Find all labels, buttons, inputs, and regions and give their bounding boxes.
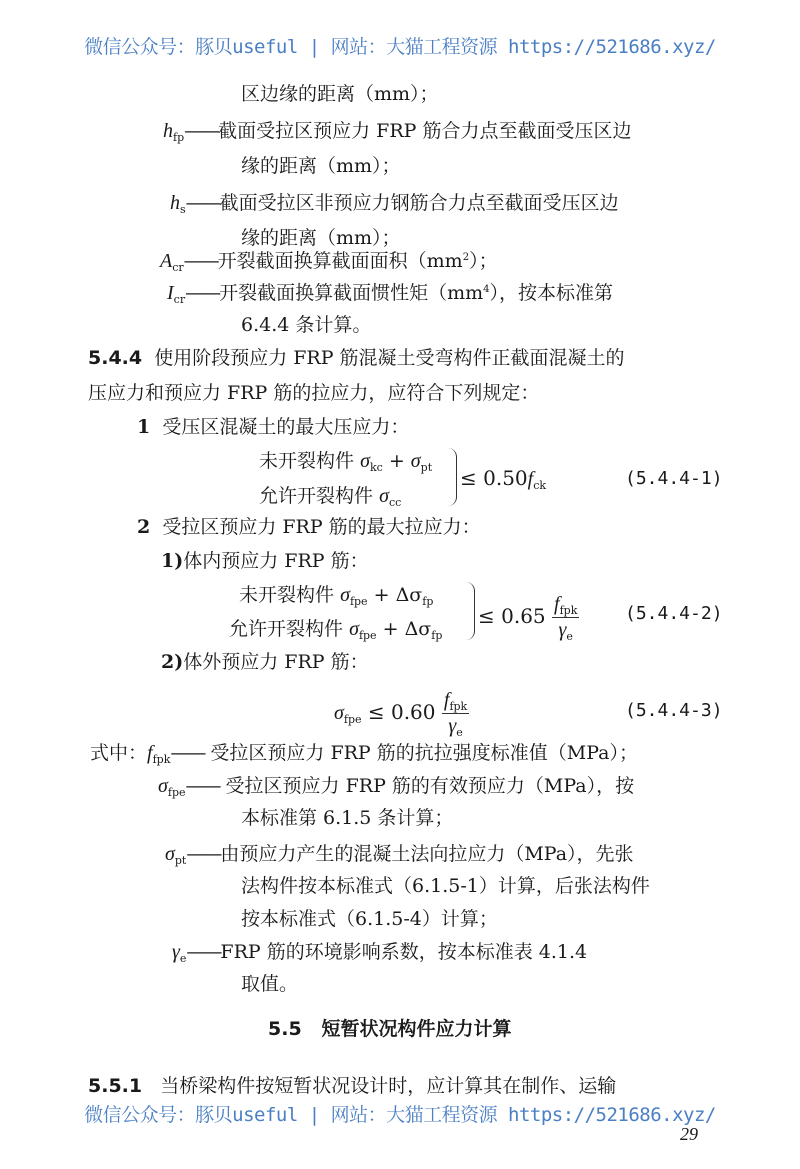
equation-number-2: (5.4.4-2) [625,603,723,624]
brace-2 [466,582,475,640]
formula-2-row1: 未开裂构件 $\sigma_{fpe} + \Delta\sigma_{fp}$ [239,584,434,608]
definition-hs-cont: 缘的距离（mm）； [241,227,401,249]
where-sfpe-cont: 本标准第 6.1.5 条计算； [241,807,454,829]
formula-1-row1: 未开裂构件 $\sigma_{kc} + \sigma_{pt}$ [259,450,433,474]
clause-5-4-4: 5.4.4 使用阶段预应力 FRP 筋混凝土受弯构件正截面混凝土的 [88,347,625,369]
sub-item-2: 2)体外预应力 FRP 筋： [161,651,369,673]
watermark-bottom: 微信公众号：豚贝useful | 网站：大猫工程资源 https://521686.xyz/ [84,1104,716,1126]
formula-1-row2: 允许开裂构件 $\sigma_{cc}$ [259,485,402,509]
formula-2-rhs: ≤ 0.65 $\frac{f_{fpk}}{\gamma_e}$ [478,593,578,644]
clause-5-4-4-cont: 压应力和预应力 FRP 筋的拉应力，应符合下列规定： [88,382,540,404]
section-heading-5-5: 5.5 短暂状况构件应力计算 [268,1018,512,1040]
equation-number-1: (5.4.4-1) [625,468,723,489]
where-ge-cont: 取值。 [241,973,299,995]
formula-1-rhs: ≤ $0.50f_{ck}$ [460,466,547,492]
equation-number-3: (5.4.4-3) [625,700,723,721]
definition-hfp: $h_{fp}——$截面受拉区预应力 FRP 筋合力点至截面受压区边 [163,120,632,144]
where-ffpk: 式中：$f_{fpk}——$ 受拉区预应力 FRP 筋的抗拉强度标准值（MPa）； [90,742,638,766]
clause-5-5-1: 5.5.1 当桥梁构件按短暂状况设计时，应计算其在制作、运输 [88,1075,617,1097]
sub-item-1: 1)体内预应力 FRP 筋： [161,550,369,572]
definition-icr: $I_{cr}——$开裂截面换算截面惯性矩$(mm^4)$，按本标准第 [167,282,614,306]
formula-3: $\sigma_{fpe} \le 0.60$ $\frac{f_{fpk}}{\gamma_e}$ [334,689,468,740]
where-sfpe: $\sigma_{fpe}——$ 受拉区预应力 FRP 筋的有效预应力（MPa），按 [158,775,635,799]
formula-2-row2: 允许开裂构件 $\sigma_{fpe} + \Delta\sigma_{fp}$ [229,618,443,642]
where-spt: $\sigma_{pt}——$由预应力产生的混凝土法向拉应力（MPa），先张 [165,843,634,867]
definition-continuation: 区边缘的距离（mm）； [241,83,439,105]
where-ge: $\gamma_e——FRP$ 筋的环境影响系数，按本标准表 4.1.4 [172,941,588,965]
item-2: 2 受拉区预应力 FRP 筋的最大拉应力： [137,516,481,538]
item-1: 1 受压区混凝土的最大压应力： [137,416,410,438]
brace-1 [448,448,457,506]
definition-hfp-cont: 缘的距离（mm）； [241,155,401,177]
definition-icr-cont: 6.4.4 条计算。 [241,314,372,336]
definition-acr: $A_{cr}——$开裂截面换算截面面积$(mm^2)$； [160,250,498,274]
where-spt-cont2: 按本标准式（6.1.5-4）计算； [241,908,498,930]
watermark-top: 微信公众号：豚贝useful | 网站：大猫工程资源 https://521686.xyz/ [84,36,716,58]
where-spt-cont1: 法构件按本标准式（6.1.5-1）计算，后张法构件 [241,875,650,897]
fraction-2: $\frac{f_{fpk}}{\gamma_e}$ [554,593,578,644]
definition-hs: $h_s——$截面受拉区非预应力钢筋合力点至截面受压区边 [170,192,619,216]
fraction-3: $\frac{f_{fpk}}{\gamma_e}$ [443,689,468,740]
page-number: 29 [680,1124,698,1144]
